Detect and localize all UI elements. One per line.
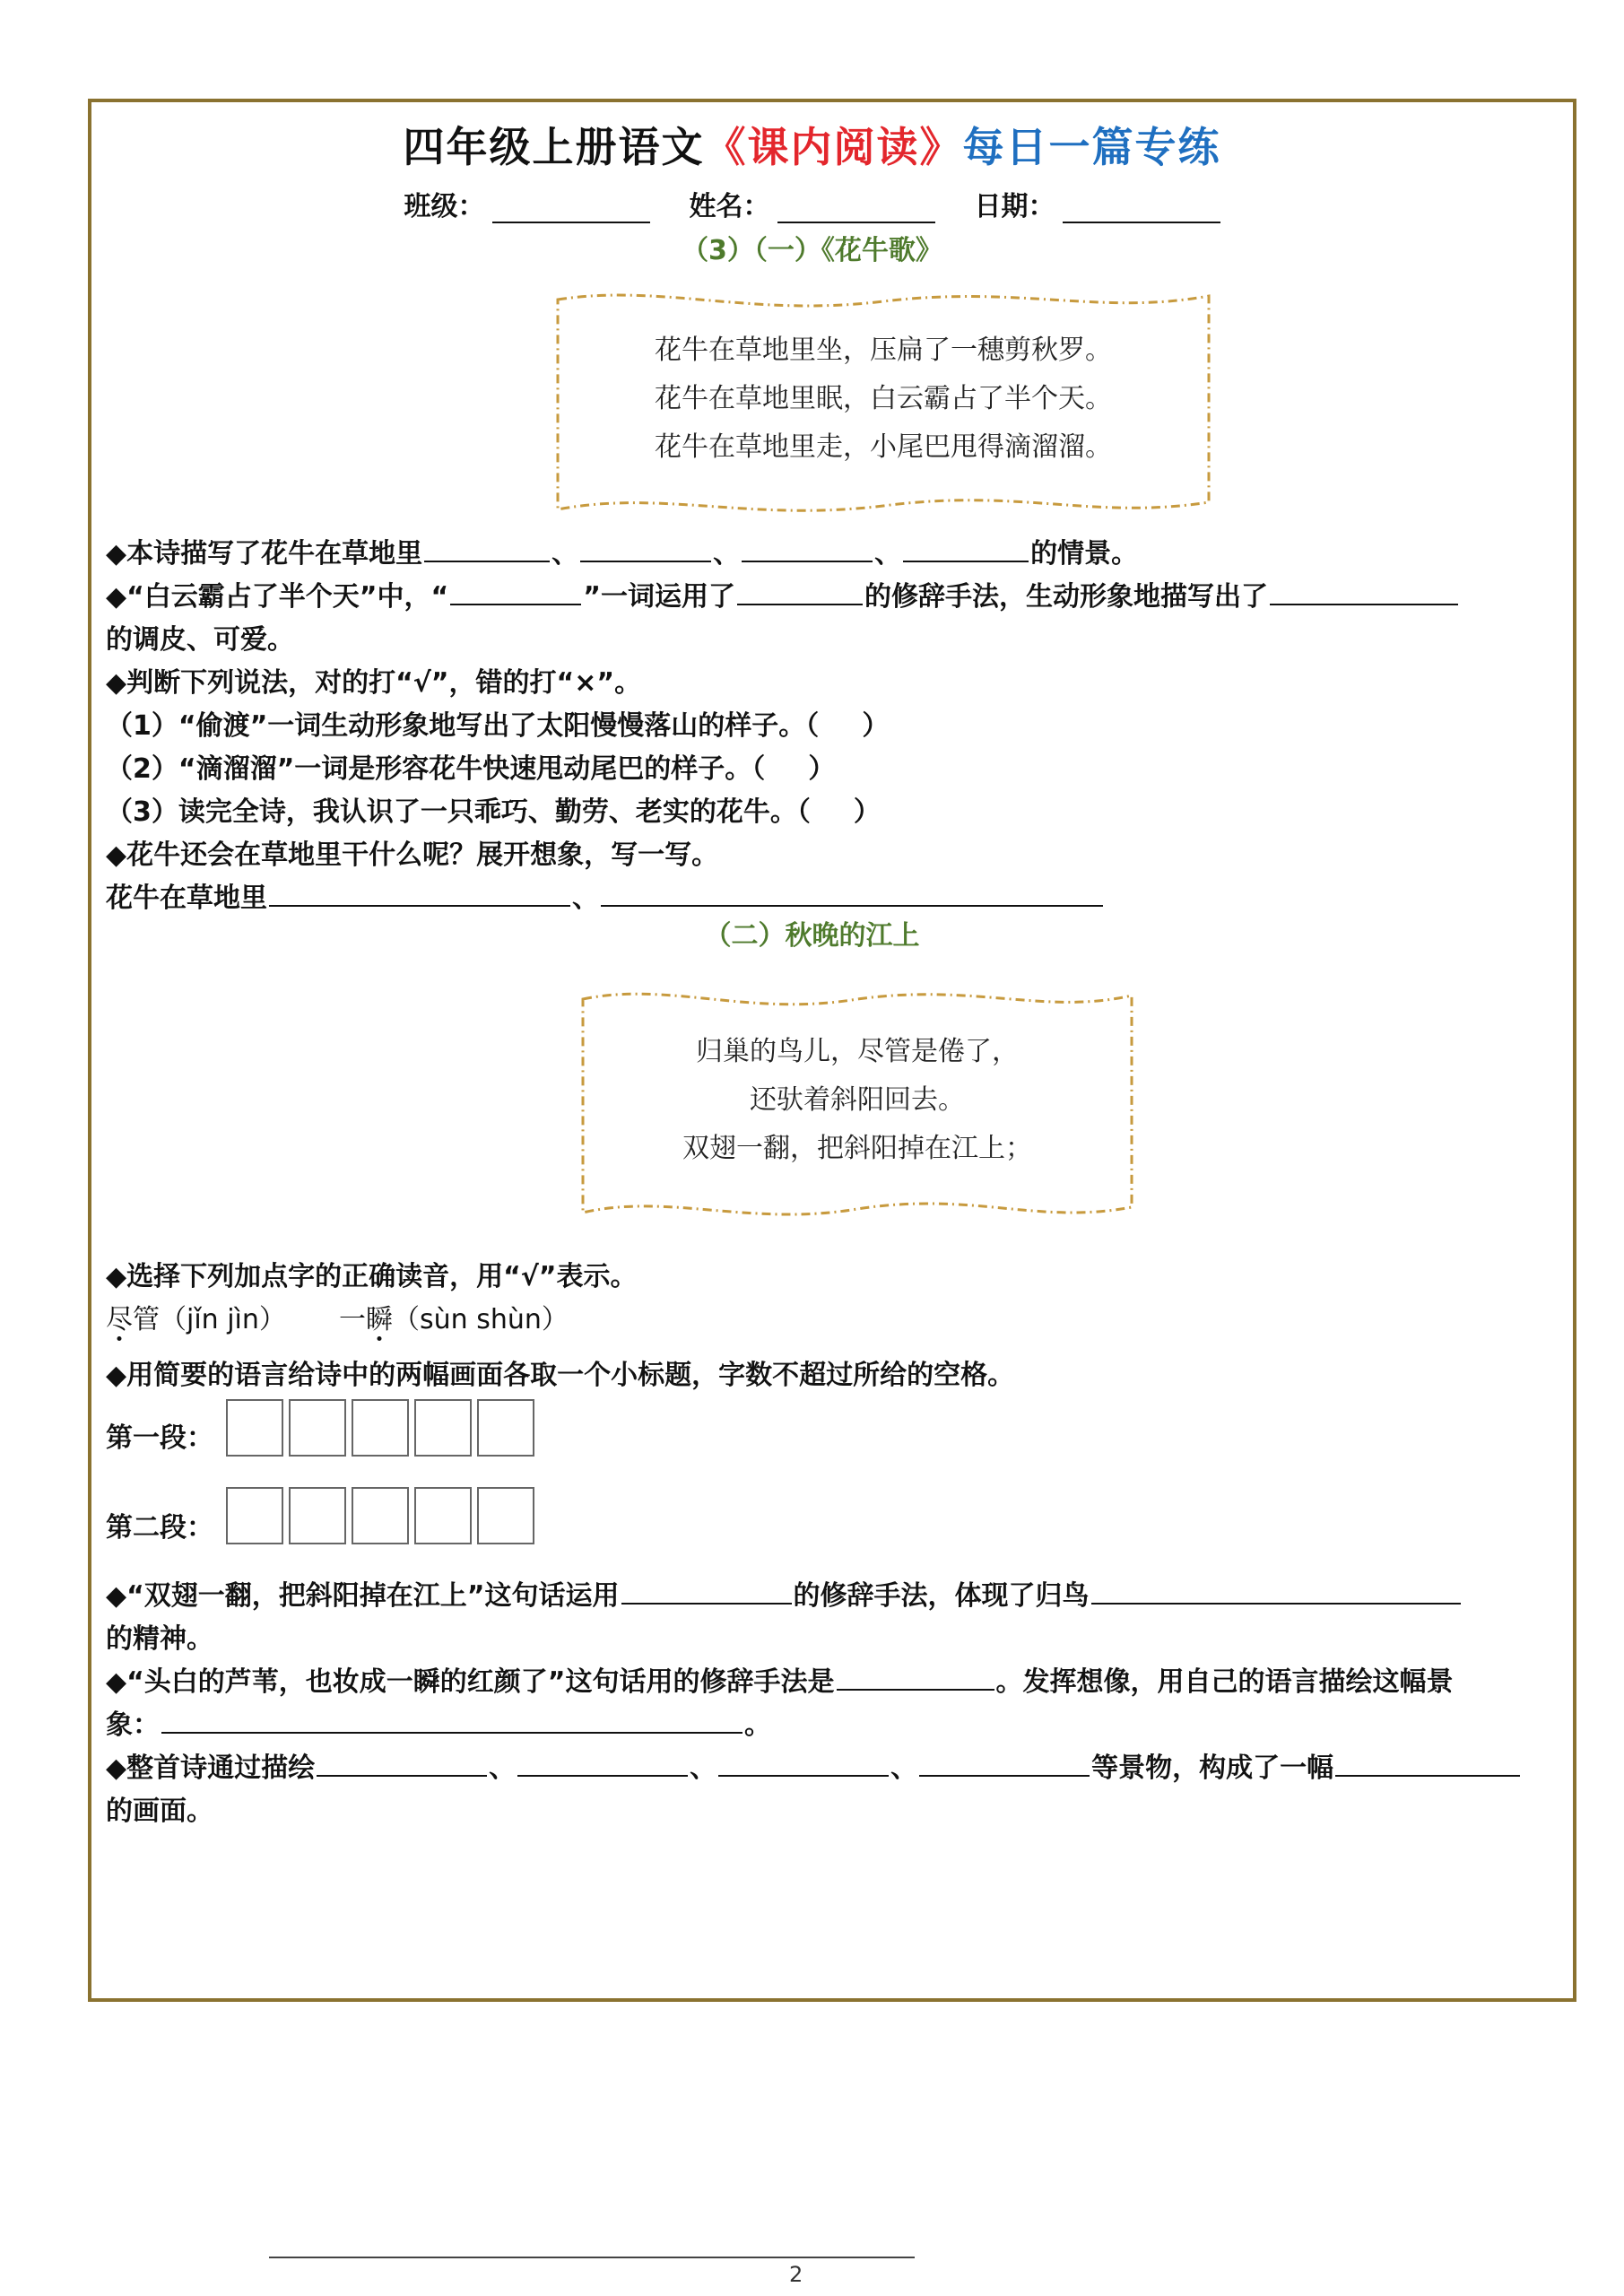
s2-question-2-title: ◆用简要的语言给诗中的两幅画面各取一个小标题，字数不超过所给的空格。 [106, 1360, 1015, 1391]
s1-question-4-answer: 花牛在草地里 、 [106, 875, 1105, 915]
title-part-reading: 《课内阅读》 [704, 123, 963, 171]
section2-title: （二）秋晚的江上 [704, 920, 920, 952]
answer-blank[interactable] [621, 1578, 792, 1605]
answer-blank[interactable] [903, 535, 1029, 562]
footer-divider [269, 2257, 915, 2258]
date-label: 日期： [974, 191, 1055, 222]
char-box[interactable] [226, 1487, 283, 1544]
answer-blank[interactable] [737, 578, 863, 605]
title-part-grade: 四年级上册语文 [403, 123, 705, 171]
section1-title: （3）（一）《花牛歌》 [682, 235, 942, 266]
s2-question-3: ◆“双翅一翻，把斜阳掉在江上”这句话运用 的修辞手法，体现了归鸟 [106, 1573, 1463, 1613]
student-info-row [0, 184, 1624, 223]
s1-judge-item-3: （3）读完全诗，我认识了一只乖巧、勤劳、老实的花牛。（ ） [106, 796, 881, 828]
s1-question-1: ◆本诗描写了花牛在草地里 、 、 、 的情景。 [106, 531, 1138, 570]
char-box[interactable] [352, 1487, 409, 1544]
date-field[interactable] [1063, 195, 1220, 223]
para1-label: 第一段： [106, 1422, 213, 1454]
answer-blank[interactable] [837, 1664, 994, 1691]
answer-blank[interactable] [317, 1750, 487, 1777]
answer-blank[interactable] [919, 1750, 1090, 1777]
answer-blank[interactable] [161, 1707, 743, 1734]
answer-blank[interactable] [718, 1750, 889, 1777]
char-box[interactable] [352, 1399, 409, 1457]
class-label: 班级： [404, 191, 485, 222]
poem1-line-2: 花牛在草地里眠，白云霸占了半个天。 [655, 383, 1112, 414]
answer-blank[interactable] [1270, 578, 1458, 605]
pinyin-option-1[interactable]: 管（jǐn jìn） [133, 1304, 286, 1335]
dotted-char: 尽 [106, 1304, 133, 1335]
answer-blank[interactable] [517, 1750, 688, 1777]
poem2-line-2: 还驮着斜阳回去。 [750, 1084, 965, 1116]
poem-box-1 [554, 285, 1212, 520]
name-label: 姓名： [689, 191, 770, 222]
s1-judge-item-2: （2）“滴溜溜”一词是形容花牛快速甩动尾巴的样子。（ ） [106, 753, 836, 785]
title-part-daily: 每日一篇专练 [962, 123, 1221, 171]
pinyin-option-2[interactable]: （sùn shùn） [393, 1304, 569, 1335]
answer-blank[interactable] [424, 535, 550, 562]
answer-blank[interactable] [1091, 1578, 1461, 1605]
char-box[interactable] [289, 1487, 346, 1544]
s2-question-1-options: 尽管（jǐn jìn） 一瞬（sùn shùn） [106, 1304, 569, 1335]
answer-blank[interactable] [1335, 1750, 1520, 1777]
s1-question-2: ◆“白云霸占了半个天”中，“ ”一词运用了 的修辞手法，生动形象地描写出了 [106, 574, 1460, 613]
s2-question-4: ◆“头白的芦苇，也妆成一瞬的红颜了”这句话用的修辞手法是 。发挥想像，用自己的语言描绘这幅景 [106, 1659, 1454, 1699]
char-box[interactable] [477, 1487, 534, 1544]
char-box[interactable] [414, 1487, 472, 1544]
s2-question-5: ◆整首诗通过描绘 、 、 、 等景物，构成了一幅 [106, 1745, 1522, 1785]
char-box[interactable] [289, 1399, 346, 1457]
para2-label: 第二段： [106, 1512, 213, 1544]
para2-boxes [226, 1487, 540, 1544]
answer-blank[interactable] [580, 535, 711, 562]
answer-blank[interactable] [269, 880, 570, 907]
s2-question-1-title: ◆选择下列加点字的正确读音，用“√”表示。 [106, 1261, 638, 1292]
poem1-line-1: 花牛在草地里坐，压扁了一穗剪秋罗。 [655, 335, 1112, 366]
s1-question-2-cont: 的调皮、可爱。 [106, 624, 294, 656]
dotted-char: 瞬 [366, 1304, 393, 1335]
page-number: 2 [789, 2262, 803, 2287]
poem1-line-3: 花牛在草地里走，小尾巴甩得滴溜溜。 [655, 431, 1112, 463]
char-box[interactable] [414, 1399, 472, 1457]
answer-blank[interactable] [450, 578, 581, 605]
s1-judge-item-1: （1）“偷渡”一词生动形象地写出了太阳慢慢落山的样子。（ ） [106, 710, 890, 742]
class-field[interactable] [492, 195, 650, 223]
s1-question-3-title: ◆判断下列说法，对的打“√”，错的打“×”。 [106, 667, 642, 699]
s1-question-4-title: ◆花牛还会在草地里干什么呢？展开想象，写一写。 [106, 839, 719, 871]
page-title [0, 115, 1624, 174]
s2-question-4-cont: 象： 。 [106, 1702, 771, 1742]
answer-blank[interactable] [742, 535, 873, 562]
poem2-line-1: 归巢的鸟儿，尽管是倦了， [696, 1036, 1019, 1067]
s2-question-3-cont: 的精神。 [106, 1623, 213, 1655]
name-field[interactable] [777, 195, 935, 223]
answer-blank[interactable] [601, 880, 1103, 907]
poem-box-2 [579, 983, 1135, 1225]
s2-question-5-cont: 的画面。 [106, 1796, 213, 1827]
char-box[interactable] [226, 1399, 283, 1457]
para1-boxes [226, 1399, 540, 1457]
poem2-line-3: 双翅一翻，把斜阳掉在江上； [682, 1133, 1032, 1164]
char-box[interactable] [477, 1399, 534, 1457]
